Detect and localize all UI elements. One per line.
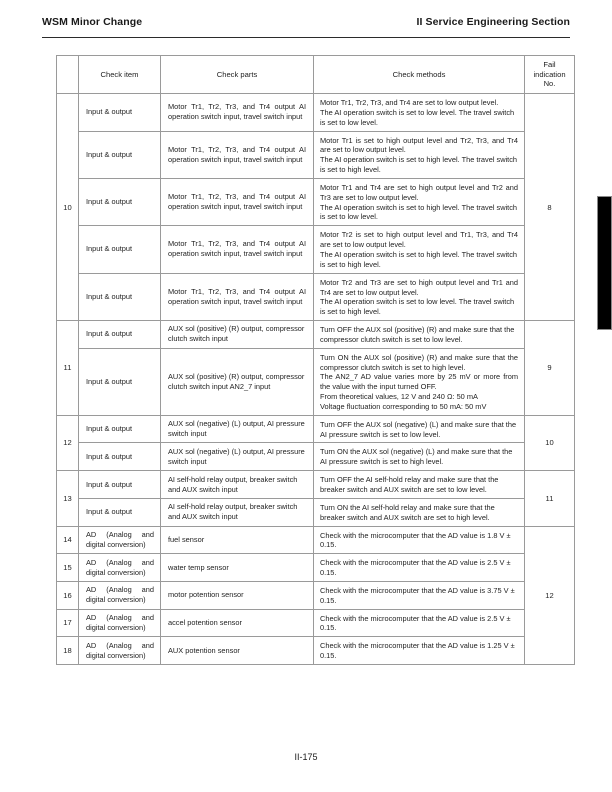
check-method-line: The AN2_7 AD value varies more by 25 mV or more from the value with the input turned OFF. — [320, 372, 518, 392]
fail-header-line-2: indication — [533, 69, 566, 79]
cell-check-item: Input & output — [79, 321, 161, 349]
check-method-line: Turn OFF the AUX sol (negative) (L) and make sure that the AI pressure switch is set to low level. — [320, 419, 517, 439]
cell-check-item: Input & output — [79, 498, 161, 526]
cell-check-parts: AUX sol (negative) (L) output, AI pressure switch input — [161, 443, 314, 471]
cell-check-methods — [314, 498, 525, 526]
cell-check-item: Input & output — [79, 273, 161, 320]
check-method-line: Motor Tr1, Tr2, Tr3, and Tr4 are set to low output level. — [320, 98, 499, 107]
cell-fail-indication-number: 11 — [525, 471, 575, 526]
cell-check-methods — [314, 637, 525, 665]
table-row — [57, 415, 575, 443]
table-row — [57, 471, 575, 499]
table-row — [57, 526, 575, 554]
check-procedure-table — [56, 55, 575, 665]
check-method-line: Turn ON the AUX sol (positive) (R) and make sure that the compressor clutch switch is set to high level. — [320, 352, 518, 372]
cell-check-item: Input & output — [79, 348, 161, 415]
cell-row-number: 18 — [57, 637, 79, 665]
cell-row-number: 14 — [57, 526, 79, 554]
table-row — [57, 348, 575, 415]
cell-group-number: 13 — [57, 471, 79, 526]
cell-check-item: Input & output — [79, 415, 161, 443]
check-method-line: Turn ON the AUX sol (negative) (L) and make sure that the AI pressure switch is set to high level. — [320, 447, 513, 467]
table-row — [57, 443, 575, 471]
cell-check-item: AD (Analog and digital conversion) — [79, 581, 161, 609]
cell-check-parts: AUX sol (positive) (R) output, compressor clutch switch input — [161, 321, 314, 349]
table-row — [57, 581, 575, 609]
cell-row-number: 15 — [57, 554, 79, 582]
check-method-line: Turn ON the AI self-hold relay and make sure that the breaker switch and AUX switch are set to high level. — [320, 502, 495, 522]
cell-check-item: Input & output — [79, 443, 161, 471]
section-thumb-tab — [597, 196, 612, 330]
cell-check-parts: water temp sensor — [161, 554, 314, 582]
check-method-line: Voltage fluctuation corresponding to 50 mA: 50 mV — [320, 401, 487, 411]
cell-check-methods — [314, 471, 525, 499]
col-header-check-methods: Check methods — [314, 56, 525, 94]
header-right-title: II Service Engineering Section — [416, 16, 570, 28]
cell-check-item: Input & output — [79, 226, 161, 273]
check-method-line: Check with the microcomputer that the AD value is 1.8 V ± 0.15. — [320, 530, 511, 550]
cell-fail-indication-number: 8 — [525, 94, 575, 321]
cell-check-methods — [314, 348, 525, 415]
table-row — [57, 226, 575, 273]
table-header-row — [57, 56, 575, 94]
cell-check-item: AD (Analog and digital conversion) — [79, 526, 161, 554]
cell-check-parts: Motor Tr1, Tr2, Tr3, and Tr4 output AI operation switch input, travel switch input — [161, 226, 314, 273]
cell-group-number: 12 — [57, 415, 79, 470]
page-running-header — [42, 16, 570, 38]
table-row — [57, 554, 575, 582]
cell-check-methods — [314, 273, 525, 320]
cell-check-parts: AUX sol (negative) (L) output, AI pressure switch input — [161, 415, 314, 443]
cell-group-number: 10 — [57, 94, 79, 321]
table-row — [57, 178, 575, 225]
cell-check-parts: AUX potention sensor — [161, 637, 314, 665]
cell-fail-indication-number: 10 — [525, 415, 575, 470]
col-header-check-item: Check item — [79, 56, 161, 94]
check-method-line: Check with the microcomputer that the AD value is 3.75 V ± 0.15. — [320, 585, 515, 605]
header-left-title: WSM Minor Change — [42, 16, 143, 28]
table-row — [57, 131, 575, 178]
cell-check-methods — [314, 131, 525, 178]
cell-check-parts: AUX sol (positive) (R) output, compressor clutch switch input AN2_7 input — [161, 348, 314, 415]
page-footer — [0, 752, 612, 762]
check-method-line: Motor Tr1 and Tr4 are set to high output level and Tr2 and Tr3 are set to low output level. — [320, 182, 518, 202]
check-method-line: Turn OFF the AUX sol (positive) (R) and make sure that the compressor clutch switch is set to low level. — [320, 325, 515, 344]
table-body — [57, 94, 575, 665]
cell-check-methods — [314, 526, 525, 554]
cell-check-methods — [314, 609, 525, 637]
table-row — [57, 94, 575, 132]
cell-check-parts: Motor Tr1, Tr2, Tr3, and Tr4 output AI operation switch input, travel switch input — [161, 94, 314, 132]
cell-check-parts: accel potention sensor — [161, 609, 314, 637]
cell-check-item: Input & output — [79, 94, 161, 132]
cell-group-number: 11 — [57, 321, 79, 416]
cell-check-parts: AI self-hold relay output, breaker switch and AUX switch input — [161, 471, 314, 499]
check-method-line: Check with the microcomputer that the AD value is 1.25 V ± 0.15. — [320, 641, 515, 661]
table-row — [57, 637, 575, 665]
cell-fail-indication-number: 12 — [525, 526, 575, 664]
cell-check-methods — [314, 226, 525, 273]
table-row — [57, 273, 575, 320]
cell-check-parts: Motor Tr1, Tr2, Tr3, and Tr4 output AI operation switch input, travel switch input — [161, 131, 314, 178]
cell-check-item: AD (Analog and digital conversion) — [79, 637, 161, 665]
check-method-line: Motor Tr2 is set to high output level and Tr1, Tr3, and Tr4 are set to low output level. — [320, 230, 518, 250]
col-header-fail-indication — [525, 56, 575, 94]
page-number: II-175 — [294, 752, 318, 762]
cell-check-methods — [314, 94, 525, 132]
table-row — [57, 498, 575, 526]
cell-check-item: AD (Analog and digital conversion) — [79, 554, 161, 582]
check-method-line: The AI operation switch is set to low level. The travel switch is set to high level. — [320, 297, 515, 317]
check-method-line: The AI operation switch is set to high level. The travel switch is set to low level. — [320, 202, 518, 222]
cell-check-item: Input & output — [79, 131, 161, 178]
cell-check-methods — [314, 178, 525, 225]
check-method-line: The AI operation switch is set to high level. The travel switch is set to high level. — [320, 155, 518, 175]
cell-fail-indication-number: 9 — [525, 321, 575, 416]
cell-check-item: AD (Analog and digital conversion) — [79, 609, 161, 637]
check-method-line: Motor Tr2 and Tr3 are set to high output level and Tr1 and Tr4 are set to low output level. — [320, 277, 518, 297]
check-method-line: From theoretical values, 12 V and 240 Ω: 50 mA — [320, 392, 478, 402]
check-method-line: The AI operation switch is set to high level. The travel switch is set to high level. — [320, 249, 518, 269]
cell-check-parts: motor potention sensor — [161, 581, 314, 609]
check-method-line: The AI operation switch is set to low level. The travel switch is set to low level. — [320, 107, 515, 127]
cell-check-methods — [314, 415, 525, 443]
cell-check-parts: fuel sensor — [161, 526, 314, 554]
check-method-line: Turn OFF the AI self-hold relay and make sure that the breaker switch and AUX switch are set to low level. — [320, 475, 499, 494]
cell-check-methods — [314, 554, 525, 582]
cell-check-methods — [314, 443, 525, 471]
col-header-no — [57, 56, 79, 94]
cell-check-methods — [314, 581, 525, 609]
cell-row-number: 16 — [57, 581, 79, 609]
cell-check-parts: Motor Tr1, Tr2, Tr3, and Tr4 output AI operation switch input, travel switch input — [161, 178, 314, 225]
check-method-line: Check with the microcomputer that the AD value is 2.5 V ± 0.15. — [320, 558, 511, 578]
col-header-check-parts: Check parts — [161, 56, 314, 94]
cell-check-item: Input & output — [79, 178, 161, 225]
fail-header-line-3: No. — [543, 79, 556, 89]
cell-check-parts: Motor Tr1, Tr2, Tr3, and Tr4 output AI operation switch input, travel switch input — [161, 273, 314, 320]
table-row — [57, 609, 575, 637]
cell-check-methods — [314, 321, 525, 349]
check-method-line: Motor Tr1 is set to high output level and Tr2, Tr3, and Tr4 are set to low output level. — [320, 135, 518, 155]
fail-header-line-1: Fail — [543, 60, 556, 70]
cell-row-number: 17 — [57, 609, 79, 637]
cell-check-item: Input & output — [79, 471, 161, 499]
cell-check-parts: AI self-hold relay output, breaker switch and AUX switch input — [161, 498, 314, 526]
table-row — [57, 321, 575, 349]
check-method-line: Check with the microcomputer that the AD value is 2.5 V ± 0.15. — [320, 613, 511, 633]
